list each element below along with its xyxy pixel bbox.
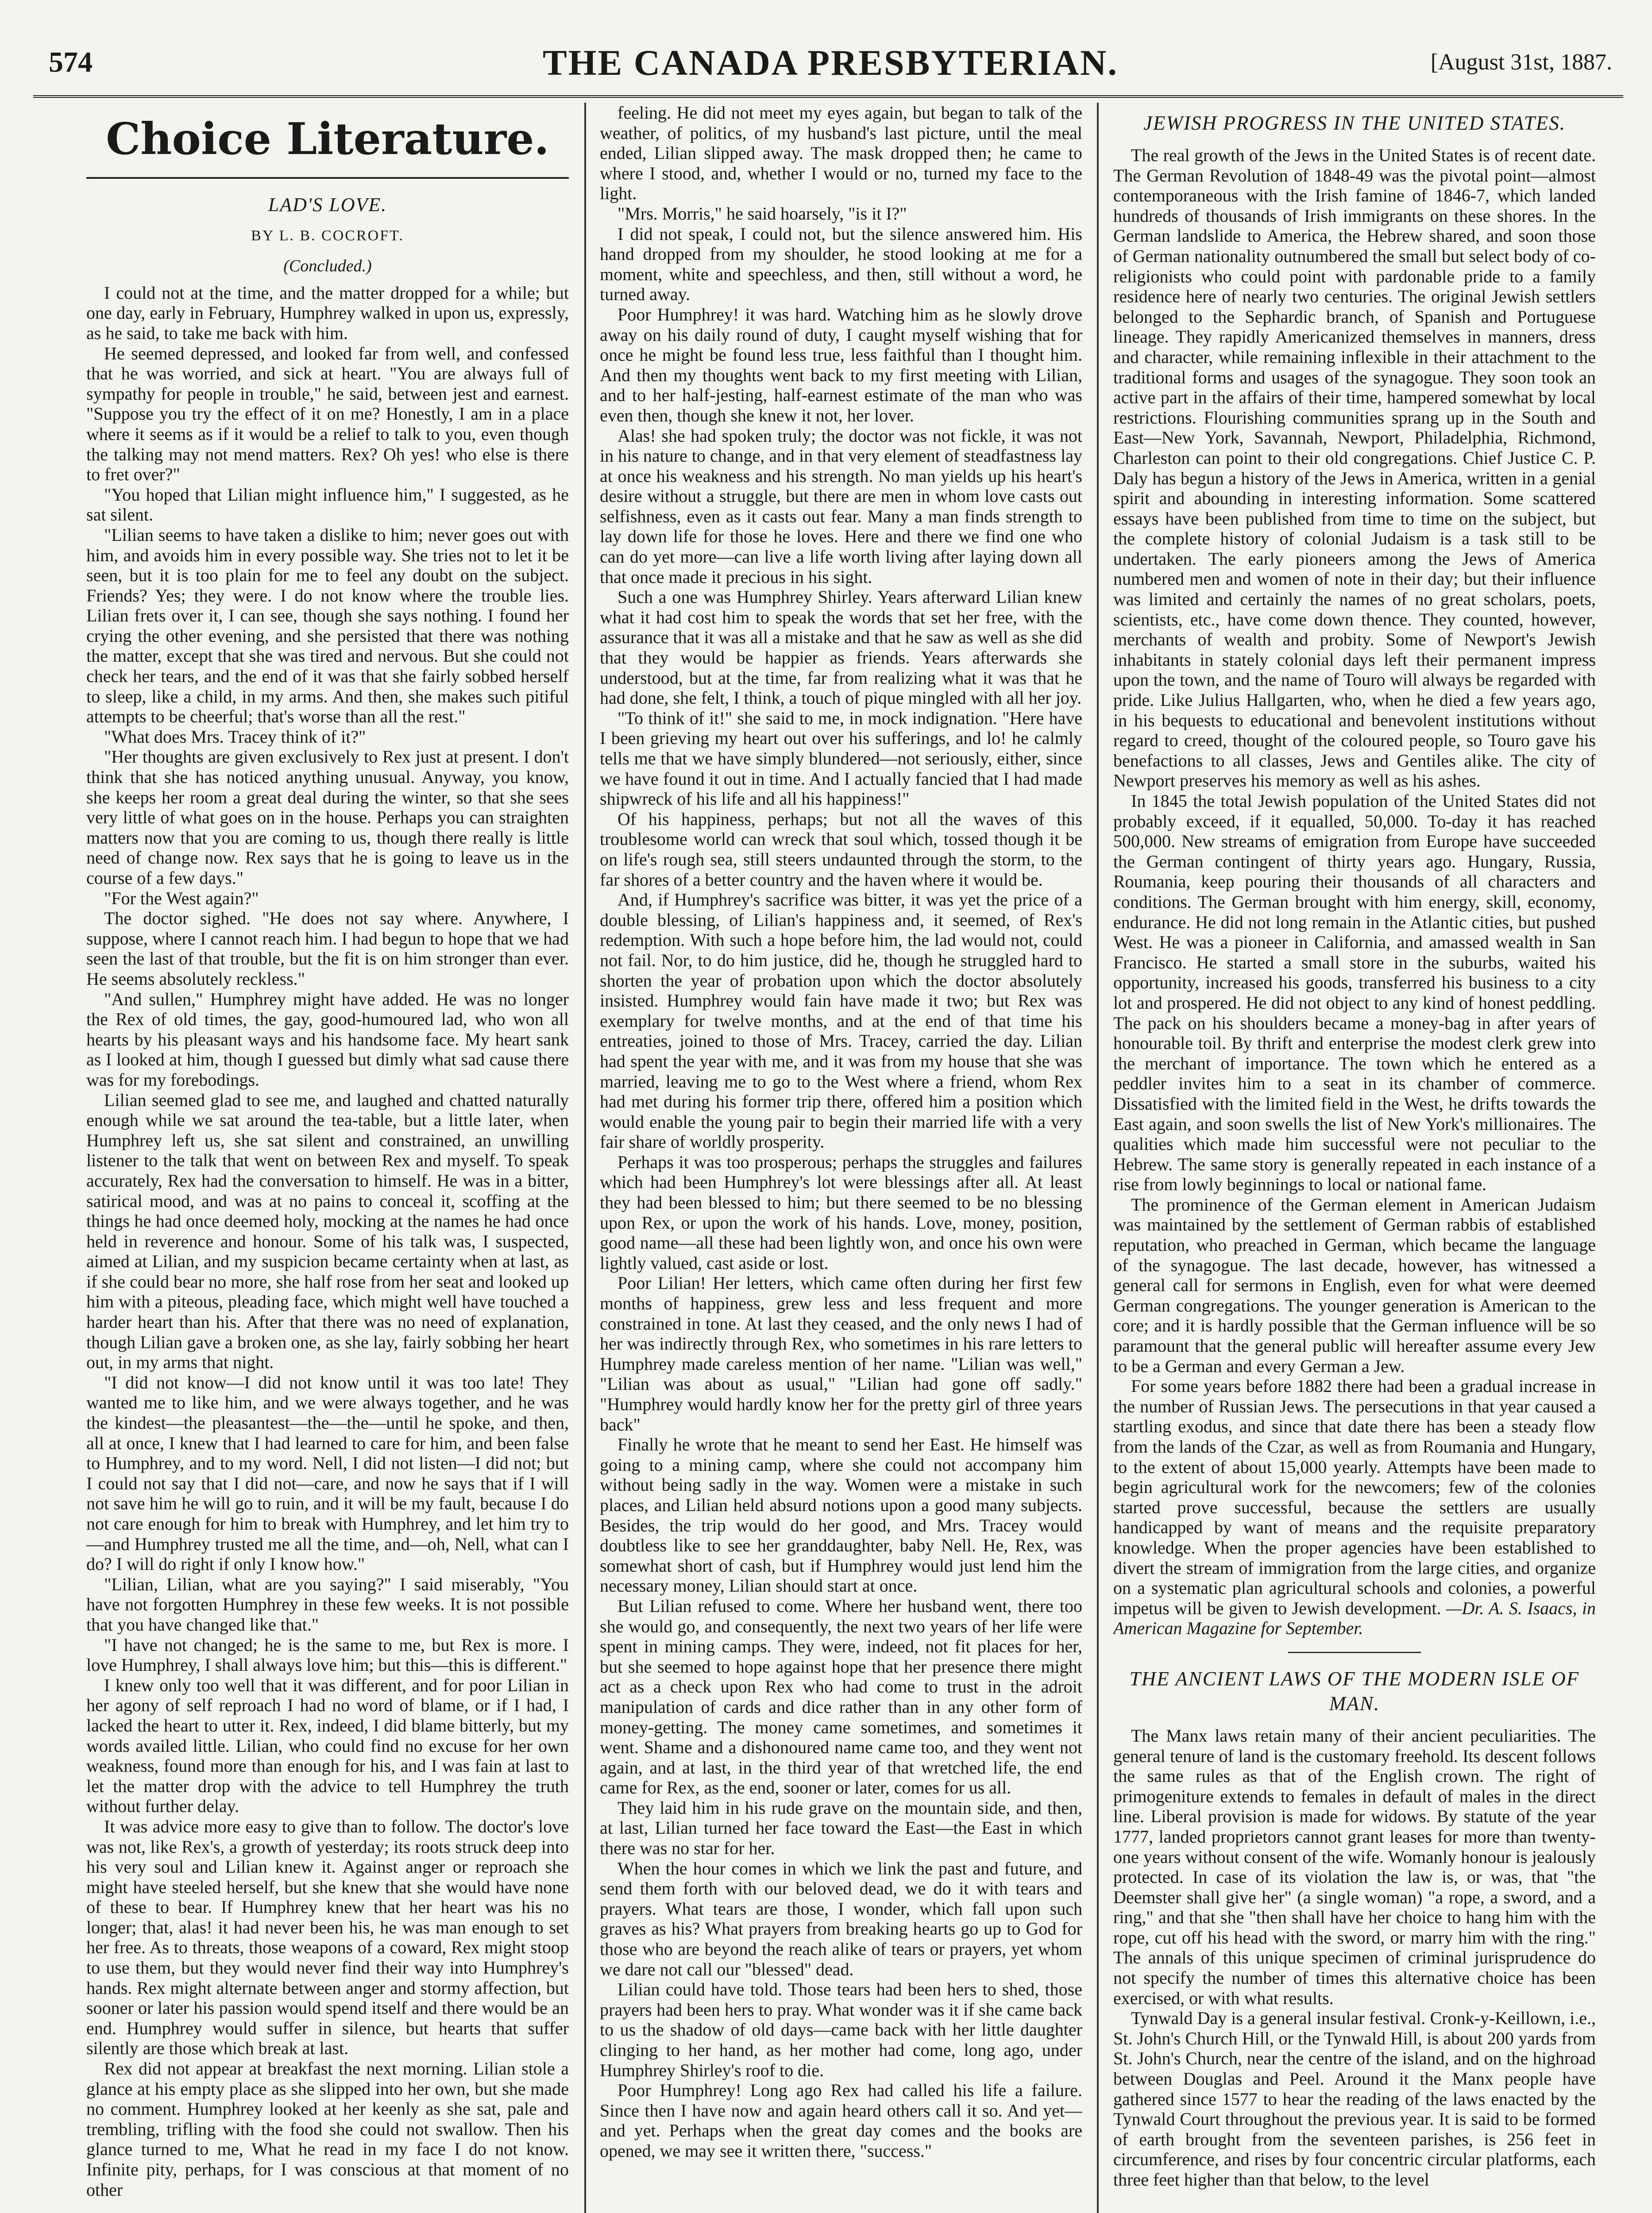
paragraph: feeling. He did not meet my eyes again, but began to talk of the weather, of politics, of my husband's last picture, until the meal ended, Lilian slipped away. The mask dropped then; he came to where I stood, and, whether I would or no, turned my face to the light. [600, 103, 1082, 204]
column-3 [1113, 103, 1596, 2213]
paragraph: "You hoped that Lilian might influence him," I suggested, as he sat silent. [86, 484, 569, 525]
paragraph: Alas! she had spoken truly; the doctor was not fickle, it was not in his nature to change, and in that very element of steadfastness lay at once his weakness and his strength. No man yields up his heart's desire without a struggle, but there are men in whom love casts out selfishness, even as it casts out fear. Many a man finds strength to lay down life for those he loves. Here and there we find one who can do yet more—can live a life worth living after laying down all that once made it precious in his sight. [600, 425, 1082, 587]
paragraph: Lilian seemed glad to see me, and laughed and chatted naturally enough while we sat around the tea-table, but a little later, when Humphrey left us, she sat silent and constrained, an unwilling listener to the talk that went on between Rex and myself. To speak accurately, Rex had the conversation to himself. He was in a bitter, satirical mood, and was at no pains to conceal it, scoffing at the things he had once deemed holy, mocking at the names he had once held in reverence and honour. Some of his talk was, I suspected, aimed at Lilian, and my suspicion became certainty when at last, as if she could bear no more, she half rose from her seat and looked up him with a piteous, pleading face, which might well have touched a harder heart than his. After that there was no need of explanation, though Lilian gave a broken one, as she lay, fairly sobbing her heart out, in my arms that night. [86, 1090, 569, 1373]
newspaper-title: THE CANADA PRESBYTERIAN. [543, 42, 1118, 83]
paragraph: I could not at the time, and the matter dropped for a while; but one day, early in February, Humphrey walked in upon us, expressly, as he said, to take me back with him. [86, 282, 569, 343]
paragraph: Perhaps it was too prosperous; perhaps the struggles and failures which had been Humphrey's lot were blessings after all. At least they had been blessed to him; but there seemed to be no blessing upon Rex, or upon the work of his hands. Love, money, position, good name—all these had been lightly won, and once his own were lightly valued, cast aside or lost. [600, 1152, 1082, 1273]
paragraph: And, if Humphrey's sacrifice was bitter, it was yet the price of a double blessing, of Lilian's happiness and, it seemed, of Rex's redemption. With such a hope before him, the lad would not, could not fail. Nor, to do him justice, did he, though he struggled hard to shorten the year of probation upon which the doctor absolutely insisted. Humphrey would fain have made it two; but Rex was exemplary for twelve months, and at the end of that time his entreaties, joined to those of Mrs. Tracey, carried the day. Lilian had spent the year with me, and it was from my house that she was married, leaving me to go to the West where a friend, whom Rex had met during his former trip there, offered him a position which would enable the young pair to begin their married life with a very fair share of worldly prosperity. [600, 890, 1082, 1152]
paragraph: For some years before 1882 there had been a gradual increase in the number of Russian Jews. The persecutions in that year caused a startling exodus, and since that date there has been a steady flow from the lands of the Czar, as well as from Roumania and Hungary, to the extent of about 15,000 yearly. Attempts have been made to begin agricultural work for the newcomers; few of the colonies started prove successful, because the settlers are usually handicapped by want of means and the requisite preparatory knowledge. When the proper agencies have been established to divert the stream of immigration from the large cities, and organize on a systematic plan agricultural schools and colonies, a powerful impetus will be given to Jewish development. —Dr. A. S. Isaacs, in American Magazine for September. [1113, 1376, 1596, 1639]
paragraph: I did not speak, I could not, but the silence answered him. His hand dropped from my shoulder, he stood looking at me for a moment, white and speechless, and then, still without a word, he turned away. [600, 224, 1082, 305]
paragraph: "Lilian seems to have taken a dislike to him; never goes out with him, and avoids him in every possible way. She tries not to let it be seen, but it is too plain for me to feel any doubt on the subject. Friends? Yes; they were. I do not know where the trouble lies. Lilian frets over it, I can see, though she says nothing. I found her crying the other evening, and she persisted that there was nothing the matter, except that she was tired and nervous. But she could not check her tears, and the end of it was that she fairly sobbed herself to sleep, like a child, in my arms. And then, she makes such pitiful attempts to be cheerful; that's worse than all the rest." [86, 524, 569, 727]
masthead [49, 42, 1612, 91]
page-number: 574 [49, 46, 93, 78]
paragraph: "I have not changed; he is the same to me, but Rex is more. I love Humphrey, I shall always love him; but this—this is different." [86, 1635, 569, 1675]
paragraph: The prominence of the German element in American Judaism was maintained by the settlement of German rabbis of established reputation, who preached in German, which became the language of the synagogue. The last decade, however, has witnessed a general call for sermons in English, even for what were deemed German congregations. The younger generation is American to the core; and it is hardly possible that the German influence will be so paramount that the general public will hereafter assume every Jew to be a German and every German a Jew. [1113, 1194, 1596, 1376]
paragraph: "I did not know—I did not know until it was too late! They wanted me to like him, and we were always together, and he was the kindest—the pleasantest—the—the—until he spoke, and then, all at once, I knew that I had learned to care for him, and been false to Humphrey, and to my word. Nell, I did not listen—I did not; but I could not say that I did not—care, and now he says that if I will not save him he will go to ruin, and it will be my fault, because I do not care enough for him to break with Humphrey, and let him try to—and Humphrey trusted me all the time, and—oh, Nell, what can I do? I will do right if only I know how." [86, 1372, 569, 1574]
paragraph: "Lilian, Lilian, what are you saying?" I said miserably, "You have not forgotten Humphrey in these few weeks. It is not possible that you have changed like that." [86, 1574, 569, 1635]
issue-date: [August 31st, 1887. [1430, 50, 1612, 75]
article-title-isle-of-man: THE ANCIENT LAWS OF THE MODERN ISLE OF MAN. [1129, 1667, 1580, 1715]
paragraph: It was advice more easy to give than to follow. The doctor's love was not, like Rex's, a growth of yesterday; its roots struck deep into his very soul and Lilian knew it. Against anger or reproach she might have steeled herself, but she knew that she would have none of these to bear. If Humphrey knew that her heart was his no longer; that, alas! it had never been his, he was man enough to set her free. As to threats, those weapons of a coward, Rex might stoop to use them, but they would never find their way into Humphrey's hands. Rex might alternate between anger and stormy affection, but sooner or later his passion would spend itself and there would be an end. Humphrey would suffer in silence, but hearts that suffer silently are those which break at last. [86, 1816, 569, 2059]
paragraph: Of his happiness, perhaps; but not all the waves of this troublesome world can wreck that soul which, tossed though it be on life's rough sea, still steers undaunted through the storm, to the far shores of a better country and the haven where it would be. [600, 809, 1082, 890]
paragraph: In 1845 the total Jewish population of the United States did not probably exceed, if it equalled, 50,000. To-day it has reached 500,000. New streams of emigration from Europe have succeeded the German contingent of thirty years ago. Hungary, Russia, Roumania, keep pouring their thousands of all characters and conditions. The German brought with him energy, skill, economy, endurance. He did not long remain in the Atlantic cities, but pushed West. He was a pioneer in California, and amassed wealth in San Francisco. He started a small store in the suburbs, waited his opportunity, increased his goods, transferred his business to a city lot and prospered. He did not object to any kind of honest peddling. The pack on his shoulders became a money-bag in after years of honourable toil. By thrift and enterprise the modest clerk grew into the merchant of importance. The town which he entered as a peddler invites him to a seat in its chamber of commerce. Dissatisfied with the limited field in the West, he drifts towards the East again, and soon swells the list of New York's millionaires. The qualities which made him successful were not peculiar to the Hebrew. The same story is generally repeated in each instance of a rise from lowly beginnings to local or national fame. [1113, 791, 1596, 1195]
paragraph: The Manx laws retain many of their ancient peculiarities. The general tenure of land is the customary freehold. Its descent follows the same rules as that of the English crown. The right of primogeniture extends to females in default of males in the direct line. Liberal provision is made for widows. By statute of the year 1777, landed proprietors cannot grant leases for more than twenty-one years without consent of the wife. Womanly honour is jealously protected. In case of its violation the law is, or was, that "the Deemster shall give her" (a single woman) "a rope, a sword, and a ring," and that she "then shall have her choice to hang him with the rope, cut off his head with the sword, or marry him with the ring." The annals of this unique specimen of criminal jurisprudence do not specify the number of times this alternative choice has been exercised, or with what results. [1113, 1725, 1596, 2008]
column-1 [86, 103, 569, 2213]
column-2 [600, 103, 1082, 2213]
paragraph: Poor Lilian! Her letters, which came often during her first few months of happiness, grew less and less frequent and more constrained in tone. At last they ceased, and the only news I had of her was indirectly through Rex, who sometimes in his rare letters to Humphrey made careless mention of her name. "Lilian was well," "Lilian was about as usual," "Lilian had gone off sadly." "Humphrey would hardly know her for the pretty girl of three years back" [600, 1273, 1082, 1434]
paragraph: "What does Mrs. Tracey think of it?" [104, 726, 366, 747]
paragraph: When the hour comes in which we link the past and future, and send them forth with our beloved dead, we do it with tears and prayers. What tears are those, I wonder, which fall upon such graves as his? What prayers from breaking hearts go up to God for those who are beyond the reach alike of tears or prayers, yet whom we dare not call our "blessed" dead. [600, 1858, 1082, 1979]
story-byline: BY L. B. COCROFT. [251, 227, 404, 244]
paragraph: "For the West again?" [104, 888, 259, 908]
concluded-note: (Concluded.) [283, 257, 372, 276]
paragraph: They laid him in his rude grave on the mountain side, and then, at last, Lilian turned her face toward the East—the East in which there was no star for her. [600, 1797, 1082, 1858]
column-divider [584, 103, 586, 2213]
paragraph: "Her thoughts are given exclusively to Rex just at present. I don't think that she has noticed anything unusual. Anyway, you know, she keeps her room a great deal during the winter, so that she sees very little of what goes on in the house. Perhaps you can straighten matters now that you are coming to us, though there really is little need of change now. Rex says that he is going to leave us in the course of a few days." [86, 747, 569, 888]
article-divider [1288, 1652, 1421, 1653]
paragraph: Lilian could have told. Those tears had been hers to shed, those prayers had been hers to pray. What wonder was it if she came back to us the shadow of old days—came back with her little daughter clinging to her hand, as her mother had come, long ago, under Humphrey Shirley's roof to die. [600, 1979, 1082, 2080]
paragraph: Poor Humphrey! it was hard. Watching him as he slowly drove away on his daily round of duty, I caught myself wishing that for once he might be found less true, less faithful than I thought him. And then my thoughts went back to my first meeting with Lilian, and to her half-jesting, half-earnest estimate of the man who was even then, though she knew it not, her lover. [600, 304, 1082, 425]
masthead-rule [33, 95, 1623, 98]
article-body-isle-of-man [1113, 1726, 1596, 2190]
paragraph: Rex did not appear at breakfast the next morning. Lilian stole a glance at his empty place as she slipped into her own, but she made no comment. Humphrey looked at her keenly as she sat, pale and trembling, trifling with the food she could not swallow. Then his glance turned to me, What he read in my face I do not know. Infinite pity, perhaps, for I was conscious at that moment of no other [86, 2059, 569, 2200]
story-body-part-2 [600, 103, 1082, 2161]
paragraph: "And sullen," Humphrey might have added. He was no longer the Rex of old times, the gay, good-humoured lad, who won all hearts by his pleasant ways and his handsome face. My heart sank as I looked at him, though I guessed but dimly what sad cause there was for my forebodings. [86, 989, 569, 1090]
paragraph: But Lilian refused to come. Where her husband went, there too she would go, and consequently, the next two years of her life were spent in mining camps. They were, indeed, not fit places for her, but she seemed to hope against hope that her presence there might act as a check upon Rex who had come to trust in the adroit manipulation of cards and dice rather than in any other form of money-getting. The money came sometimes, and sometimes it went. Shame and a dishonoured name came too, and they went not again, and at last, in the third year of that wretched life, the end came for Rex, as the end, sooner or later, comes for us all. [600, 1596, 1082, 1798]
story-title: LAD'S LOVE. [268, 194, 387, 216]
paragraph: I knew only too well that it was different, and for poor Lilian in her agony of self reproach I had no word of blame, or if I had, I lacked the heart to utter it. Rex, indeed, I did blame bitterly, but my words availed little. Lilian, who could find no excuse for her own weakness, found more than enough for his, and I was fain at last to let the matter drop with the advice to tell Humphrey the truth without further delay. [86, 1675, 569, 1816]
story-body-part-1 [86, 283, 569, 2200]
paragraph: Finally he wrote that he meant to send her East. He himself was going to a mining camp, where she could not accompany him without being sadly in the way. Women were a mistake in such places, and Lilian held absurd notions upon a good many subjects. Besides, the trip would do her good, and Mrs. Tracey would doubtless like to see her granddaughter, baby Nell. He, Rex, was somewhat short of cash, but if Humphrey would just lend him the necessary money, Lilian should start at once. [600, 1434, 1082, 1596]
paragraph: He seemed depressed, and looked far from well, and confessed that he was worried, and sick at heart. "You are always full of sympathy for people in trouble," he said, between jest and earnest. "Suppose you try the effect of it on me? Honestly, I am in a place where it seems as if it would be a relief to talk to you, even though the talking may not mend matters. Rex? Oh yes! who else is there to fret over?" [86, 343, 569, 485]
article-source: —Dr. A. S. Isaacs, in American Magazine for September. [1113, 1598, 1596, 1639]
paragraph: Such a one was Humphrey Shirley. Years afterward Lilian knew what it had cost him to speak the words that set her free, with the assurance that it was all a mistake and that he saw as well as she did that they would be happier as friends. Years afterwards she understood, but at the time, far from realizing what it was that he had done, she felt, I think, a touch of pique mingled with all her joy. [600, 587, 1082, 708]
column-divider [1097, 103, 1099, 2213]
paragraph: "To think of it!" she said to me, in mock indignation. "Here have I been grieving my heart out over his sufferings, and lo! he calmly tells me that we have simply blundered—not seriously, either, since we have found it out in time. And I actually fancied that I had made shipwreck of his life and all his happiness!" [600, 708, 1082, 809]
article-title-jewish-progress: JEWISH PROGRESS IN THE UNITED STATES. [1143, 112, 1566, 134]
section-heading: Choice Literature. [86, 103, 569, 179]
paragraph: "Mrs. Morris," he said hoarsely, "is it I?" [618, 203, 907, 224]
paragraph: The doctor sighed. "He does not say where. Anywhere, I suppose, where I cannot reach him. I had begun to hope that we had seen the last of that trouble, but the fit is on him stronger than ever. He seems absolutely reckless." [86, 908, 569, 989]
paragraph: The real growth of the Jews in the United States is of recent date. The German Revolution of 1848-49 was the pivotal point—almost contemporaneous with the Irish famine of 1846-7, which landed hundreds of thousands of Irish immigrants on these shores. In the German landslide to America, the Hebrew shared, and soon those of German nationality outnumbered the small but select body of co-religionists who could point with pardonable pride to a family residence here of nearly two centuries. The original Jewish settlers belonged to the Sephardic branch, of Spanish and Portuguese lineage. They rapidly Americanized themselves in manners, dress and character, while remaining inflexible in their attachment to the traditional forms and usages of the synagogue. They soon took an active part in the affairs of their time, hampered somewhat by local restrictions. Flourishing communities sprang up in the South and East—New York, Savannah, Newport, Philadelphia, Richmond, Charleston can point to their old congregations. Chief Justice C. P. Daly has begun a history of the Jews in America, written in a genial spirit and abounding in interesting information. Some scattered essays have been published from time to time on the subject, but the complete history of colonial Judaism is a task still to be undertaken. The early pioneers among the Jews of America numbered men and women of note in their day; but their influence was limited and certainly the names of no great scholars, poets, scientists, etc., have come down thence. They counted, however, merchants of wealth and probity. Some of Newport's Jewish inhabitants in stately colonial days left their permanent impress upon the town, and the name of Touro will always be regarded with pride. Like Julius Hallgarten, who, when he died a few years ago, in his bequests to educational and benevolent institutions without regard to creed, thought of the coloured people, so Touro gave his benefactions to all classes, Jews and Gentiles alike. The city of Newport preserves his memory as well as his ashes. [1113, 145, 1596, 791]
paragraph: Poor Humphrey! Long ago Rex had called his life a failure. Since then I have now and again heard others call it so. And yet—and yet. Perhaps when the great day comes and the books are opened, we may see it written there, "success." [600, 2080, 1082, 2161]
article-body-jewish-progress [1113, 145, 1596, 1639]
paragraph: Tynwald Day is a general insular festival. Cronk-y-Keillown, i.e., St. John's Church Hill, or the Tynwald Hill, is about 200 yards from St. John's Church, near the centre of the island, and on the highroad between Douglas and Peel. Around it the Manx people have gathered since 1577 to hear the reading of the laws enacted by the Tynwald Court throughout the previous year. It is said to be formed of earth brought from the seventeen parishes, is 256 feet in circumference, and rises by four concentric circular platforms, each three feet higher than that below, to the level [1113, 2008, 1596, 2190]
